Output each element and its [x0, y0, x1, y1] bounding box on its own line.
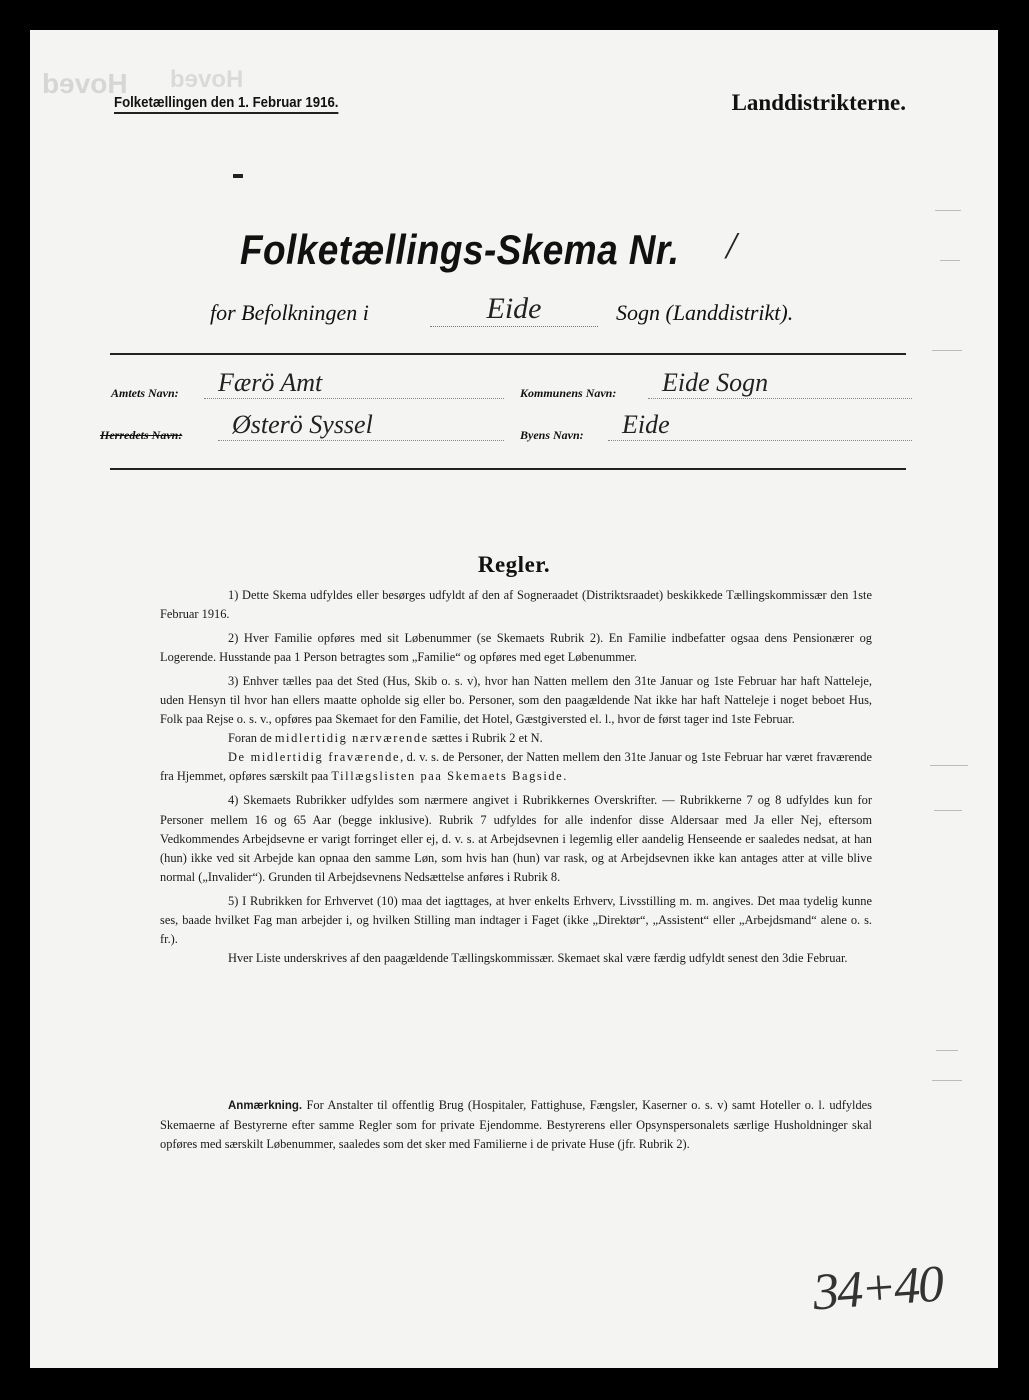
census-date-line: Folketællingen den 1. Februar 1916.	[114, 94, 338, 114]
subtitle-suffix: Sogn (Landdistrikt).	[616, 300, 794, 325]
herred-value: Østerö Syssel	[218, 410, 504, 441]
bleed-through-mark-2: Hoved	[170, 66, 244, 93]
herred-label: Herredets Navn:	[100, 428, 183, 442]
rule-6: Hver Liste underskrives af den paagældende Tællingskommissær. Skemaet skal være færdig udfyldt senest den 3die Februar.	[228, 950, 848, 965]
note-label: Anmærkning.	[228, 1100, 303, 1112]
archive-folio-number: 34+40	[811, 1255, 944, 1322]
divider-top	[110, 353, 906, 355]
rule-1: 1) Dette Skema udfyldes eller besørges udfyldt af den af Sogneraadet (Distriktsraadet) beskikkede Tællingskommissær den 1ste Februar 1916.	[160, 588, 872, 622]
form-title: Folketællings-Skema Nr.	[240, 226, 680, 273]
rule-3-absent-mid: , d. v. s. de Personer, der Natten mellem den 31te Januar og 1ste Februar har været fraværende fra Hjemmet, opføres særskilt paa	[160, 750, 872, 784]
kommune-label: Kommunens Navn:	[520, 386, 617, 400]
rule-3-absent-spaced: De midlertidig fraværende	[228, 750, 401, 765]
note-text: For Anstalter til offentlig Brug (Hospitaler, Fattighuse, Fængsler, Kaserner o. s. v) samt Hoteller o. l. udfyldes Skemaerne af Bestyrerne efter samme Regler som for private Ejendomme. Bestyrerens eller Opsynspersonalets særlige Husholdninger skal opføres med særskilt Løbenummer, saaledes som det sker med Familierne i de private Huse (jfr. Rubrik 2).	[160, 1098, 872, 1152]
rule-3-present-post: sættes i Rubrik 2 et N.	[431, 731, 543, 746]
rule-3-absent	[160, 748, 872, 786]
district-type: Landdistrikterne.	[731, 90, 906, 115]
rule-3-present-spaced: midlertidig nærværende	[274, 731, 429, 746]
rule-3-absent-spaced-2: Tillægslisten paa Skemaets Bagside.	[331, 769, 568, 784]
rule-3: 3) Enhver tælles paa det Sted (Hus, Skib o. s. v), hvor han Natten mellem den 31te Januar og 1ste Februar har haft Natteleje, uden Hensyn til hvor han ellers maatte opholde sig eller bo. Personer, som den paagældende Nat ikke har haft Natteleje i noget beboet Hus, Folk paa Rejse o. s. v., opføres paa Skemaet for den Familie, det Hotel, Gæstgiversted el. l., hvor de først tager ind 1ste Februar.	[160, 674, 872, 727]
parish-value: Eide	[430, 292, 598, 327]
kommune-value: Eide Sogn	[648, 368, 912, 399]
form-number: /	[726, 225, 737, 267]
bleed-through-mark: Hoved	[42, 68, 128, 99]
rules-heading: Regler.	[477, 552, 551, 577]
census-form-page	[30, 30, 998, 1368]
note-paragraph	[160, 1096, 872, 1154]
rules-body	[160, 586, 872, 968]
subtitle-prefix: for Befolkningen i	[210, 300, 369, 325]
rule-5: 5) I Rubrikken for Erhvervet (10) maa det iagttages, at hver enkelts Erhverv, Livsstilling m. m. angives. Det maa tydelig kunne ses, baade hvilket Fag man arbejder i, og hvilken Stilling man indtager i Faget (ikke „Direktør“, „Assistent“ eller „Arbejdsmand“ alene o. s. fr.).	[160, 893, 872, 946]
by-value: Eide	[608, 410, 912, 441]
note-section	[160, 1096, 872, 1154]
amt-value: Færö Amt	[204, 368, 504, 399]
rule-3-present-pre: Foran de	[228, 731, 272, 746]
rule-4: 4) Skemaets Rubrikker udfyldes som nærmere angivet i Rubrikkernes Overskrifter. — Rubrikkerne 7 og 8 udfyldes kun for Personer mellem 16 og 65 Aar (begge inklusive). Rubrik 7 udfyldes for alle indenfor disse Aldersaar med Ja eller Nej, eftersom Vedkommendes Arbejdsevne er varigt forringet eller ej, d. v. s. at Arbejdsevnen i legemlig eller aandelig Henseende er saaledes nedsat, at han (hun) ikke ved sit Arbejde kan opnaa den samme Løn, som hvis han (hun) var rask, og at Arbejdsevnen ikke kan antages atter at ville blive normal („Invalider“). Grunden til Arbejdsevnens Nedsættelse anføres i Rubrik 8.	[160, 793, 872, 884]
rule-3-present	[160, 729, 872, 748]
amt-label: Amtets Navn:	[111, 386, 179, 400]
rule-2: 2) Hver Familie opføres med sit Løbenummer (se Skemaets Rubrik 2). En Familie indbefatter ogsaa dens Pensionærer og Logerende. Husstande paa 1 Person betragtes som „Familie“ og opføres med eget Løbenummer.	[160, 631, 872, 665]
divider-bottom	[110, 468, 906, 470]
by-label: Byens Navn:	[520, 428, 584, 442]
dash-mark	[233, 174, 243, 178]
